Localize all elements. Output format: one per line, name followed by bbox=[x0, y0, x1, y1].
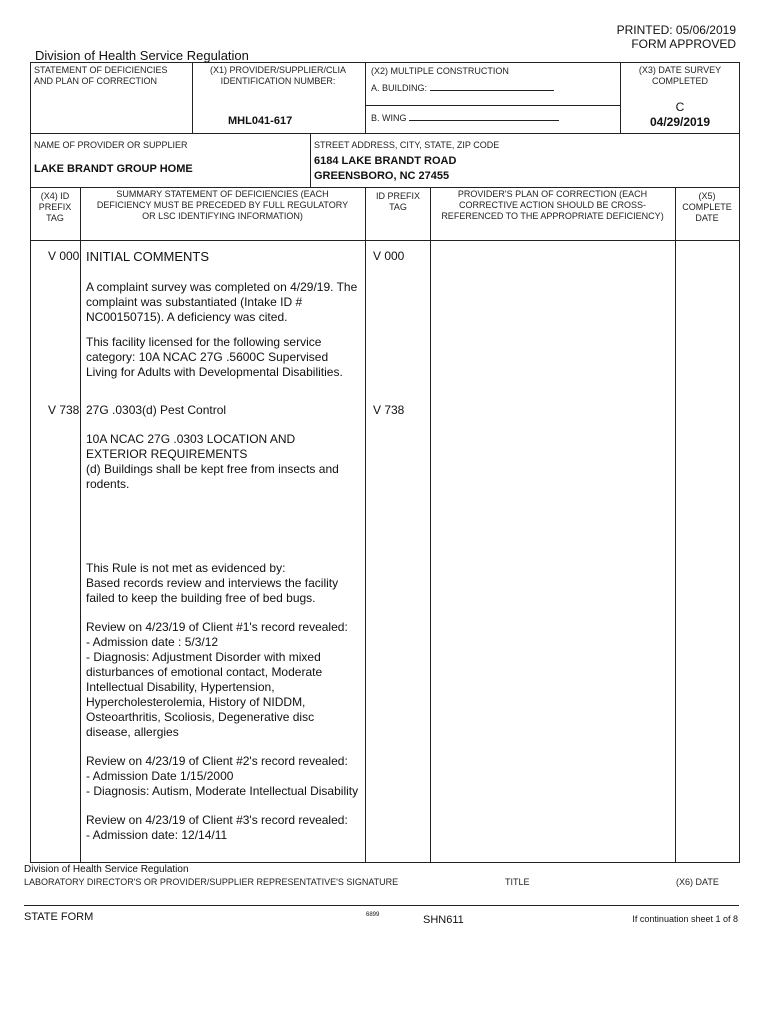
form-number: 6899 bbox=[366, 912, 380, 918]
entry-pest-control bbox=[86, 403, 362, 843]
entry-paragraph: - Diagnosis: Autism, Moderate Intellectual Disability bbox=[86, 784, 359, 798]
building-label: A. BUILDING: bbox=[371, 83, 428, 93]
survey-code: C bbox=[675, 100, 685, 114]
plan-header: PROVIDER'S PLAN OF CORRECTION (EACH CORRECTIVE ACTION SHOULD BE CROSS-REFERENCED TO THE APPROPRIATE DEFICIENCY) bbox=[441, 189, 664, 221]
event-id: SHN611 bbox=[423, 914, 464, 926]
entry-paragraph: Review on 4/23/19 of Client #3's record revealed: bbox=[86, 813, 348, 827]
signature-label: LABORATORY DIRECTOR'S OR PROVIDER/SUPPLIER REPRESENTATIVE'S SIGNATURE bbox=[24, 877, 399, 887]
entry-paragraph: This Rule is not met as evidenced by: bbox=[86, 561, 286, 575]
entry-paragraph: Review on 4/23/19 of Client #1's record revealed: bbox=[86, 620, 348, 634]
printed-date: PRINTED: 05/06/2019 bbox=[616, 23, 736, 37]
entry-paragraph: This facility licensed for the following service category: 10A NCAC 27G .5600C Supervised Living for Adults with Developmental Disabilities. bbox=[86, 335, 343, 379]
address-line2: GREENSBORO, NC 27455 bbox=[314, 170, 450, 182]
entry-initial-comments bbox=[86, 249, 362, 390]
wing-label: B. WING bbox=[371, 113, 407, 123]
x4-header: (X4) ID PREFIX TAG bbox=[38, 191, 72, 223]
x1-label: (X1) PROVIDER/SUPPLIER/CLIA IDENTIFICATION NUMBER: bbox=[209, 65, 347, 86]
entry-paragraph: - Admission Date 1/15/2000 bbox=[86, 769, 234, 783]
entry-prefix-tag: V 000 bbox=[48, 249, 80, 263]
provider-name: LAKE BRANDT GROUP HOME bbox=[34, 163, 193, 175]
survey-date: 04/29/2019 bbox=[649, 115, 711, 129]
title-label: TITLE bbox=[505, 877, 530, 887]
date-label: (X6) DATE bbox=[676, 877, 719, 887]
address-label: STREET ADDRESS, CITY, STATE, ZIP CODE bbox=[314, 140, 500, 150]
form-approved: FORM APPROVED bbox=[631, 37, 736, 51]
entry-paragraph: - Admission date: 12/14/11 bbox=[86, 828, 228, 842]
division-title: Division of Health Service Regulation bbox=[35, 48, 249, 63]
building-field bbox=[371, 82, 554, 94]
id-header: ID PREFIX TAG bbox=[375, 191, 420, 212]
entry-paragraph: 10A NCAC 27G .0303 LOCATION AND EXTERIOR REQUIREMENTS bbox=[86, 432, 296, 461]
entry-paragraph: A complaint survey was completed on 4/29/19. The complaint was substantiated (Intake ID # NC00150715). A deficiency was cited. bbox=[86, 280, 358, 324]
x5-header: (X5) COMPLETE DATE bbox=[682, 191, 732, 223]
entry-paragraph: - Diagnosis: Adjustment Disorder with mixed disturbances of emotional contact, Moderate Intellectual Disability, Hypertension, Hypercholesterolemia, History of NIDDM, Osteoarthritis, Scoliosis, Degenerative disc disease, allergies bbox=[86, 650, 323, 739]
address-line1: 6184 LAKE BRANDT ROAD bbox=[314, 155, 457, 167]
x2-label: (X2) MULTIPLE CONSTRUCTION bbox=[371, 66, 509, 76]
footer-division: Division of Health Service Regulation bbox=[24, 864, 189, 875]
provider-name-label: NAME OF PROVIDER OR SUPPLIER bbox=[34, 140, 188, 150]
wing-field bbox=[371, 112, 559, 124]
summary-header: SUMMARY STATEMENT OF DEFICIENCIES (EACH DEFICIENCY MUST BE PRECEDED BY FULL REGULATORY OR LSC IDENTIFYING INFORMATION) bbox=[96, 189, 349, 221]
statement-label: STATEMENT OF DEFICIENCIES AND PLAN OF CORRECTION bbox=[34, 65, 168, 86]
entry-paragraph: Review on 4/23/19 of Client #2's record revealed: bbox=[86, 754, 348, 768]
state-form-label: STATE FORM bbox=[24, 911, 94, 923]
entry-title: 27G .0303(d) Pest Control bbox=[86, 403, 227, 417]
entry-paragraph: Based records review and interviews the facility failed to keep the building free of bed bugs. bbox=[86, 576, 339, 605]
entry-paragraph: - Admission date : 5/3/12 bbox=[86, 635, 219, 649]
entry-id-tag: V 000 bbox=[373, 249, 405, 263]
entry-id-tag: V 738 bbox=[373, 403, 405, 417]
provider-id: MHL041-617 bbox=[228, 115, 293, 127]
entry-paragraph: (d) Buildings shall be kept free from insects and rodents. bbox=[86, 462, 339, 491]
entry-prefix-tag: V 738 bbox=[48, 403, 80, 417]
entry-title: INITIAL COMMENTS bbox=[86, 249, 210, 264]
continuation-sheet: If continuation sheet 1 of 8 bbox=[632, 914, 738, 924]
x3-label: (X3) DATE SURVEY COMPLETED bbox=[638, 65, 722, 86]
